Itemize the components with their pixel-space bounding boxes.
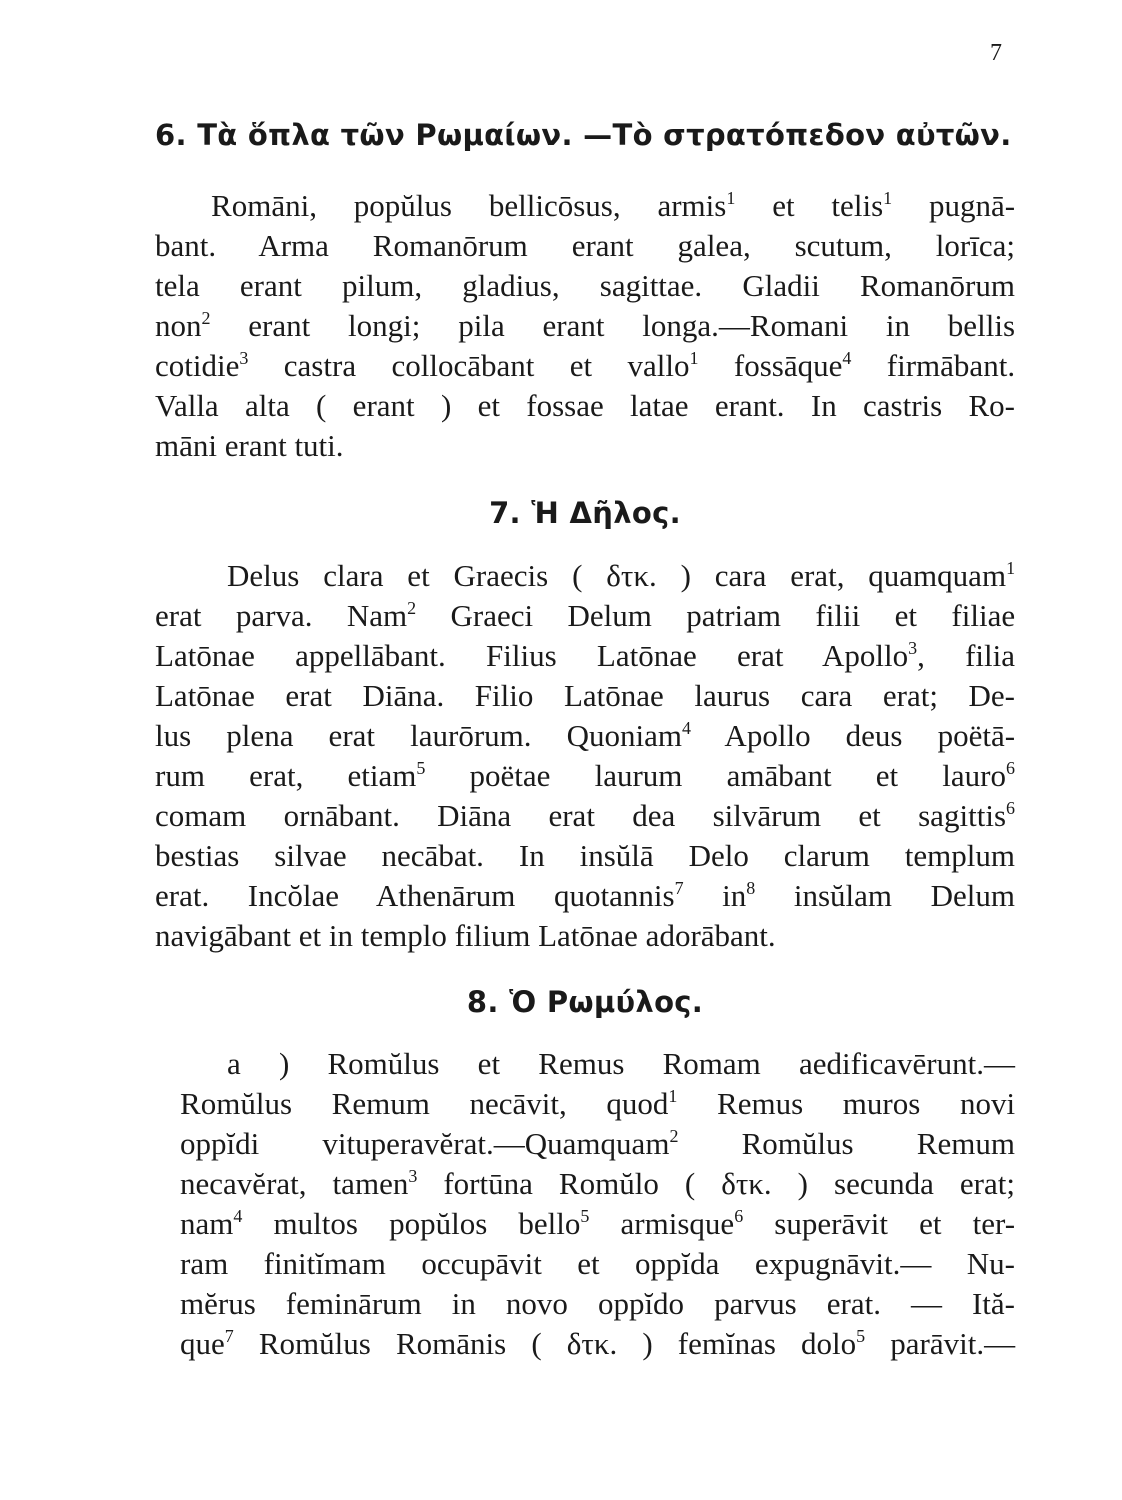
text-line: Romāni, popŭlus bellicōsus, armis$^1$ et telis$^1$ pugnā-	[211, 188, 1016, 223]
text-line: Valla alta ( erant ) et fossae latae erant. In castris Ro-	[155, 388, 1015, 423]
section-8-body	[155, 1044, 1015, 1364]
section-8	[155, 985, 1015, 1019]
section-6-body	[155, 186, 1015, 466]
text-line: erat. Incŏlae Athenārum quotannis$^7$ $in^8$ insŭlam Delum	[155, 878, 1015, 913]
page-number: 7	[990, 40, 1002, 66]
text-line: Delus clara et Graecis ( δτκ. ) cara erat, quamquam$^1$	[227, 558, 1016, 593]
text-line: erat parva. Nam$^2$ Graeci Delum patriam filii et filiae	[155, 598, 1016, 633]
text-line: a ) Romŭlus et Remus Romam aedificavērunt.—	[227, 1046, 1015, 1081]
section-7	[155, 496, 1015, 530]
text-line: comam ornābant. Diāna erat dea silvārum et sagittis$^6$	[155, 798, 1016, 833]
text-line: non$^2$ erant longi; pila erant longa.—Romani in bellis	[155, 308, 1016, 343]
text-line: Romŭlus Remum necāvit, quod$^1$ Remus muros novi	[180, 1086, 1016, 1121]
text-line: bestias silvae necābat. In insŭlā Delo clarum templum	[155, 838, 1015, 873]
text-line: lus plena erat laurōrum. Quoniam$^4$ Apollo deus poëtā-	[155, 718, 1016, 753]
text-line: nam$^4$ multos popŭlos bello$^5$ armisque$^6$ superāvit et ter-	[180, 1206, 1016, 1241]
text-line: Latōnae appellābant. Filius Latōnae erat Apollo$^3$, filia	[155, 638, 1016, 673]
text-line: tela erant pilum, gladius, sagittae. Gladii Romanōrum	[155, 268, 1015, 303]
text-line: rum erat, etiam$^5$ poëtae laurum amābant et lauro$^6$	[155, 758, 1015, 793]
text-line: navigābant et in templo filium Latōnae adorābant.	[155, 918, 776, 953]
text-line: bant. Arma Romanōrum erant galea, scutum, lorīca;	[155, 228, 1015, 263]
section-7-heading: 7. Ἡ Δῆλος.	[489, 496, 681, 530]
text-line: mĕrus feminārum in novo oppĭdo parvus erat. — Ită-	[180, 1286, 1015, 1321]
section-7-body	[155, 556, 1015, 956]
text-line: cotidie$^3$ castra collocābant et vallo$^1$ fossāque$^4$ firmābant.	[155, 348, 1016, 383]
text-line: māni erant tuti.	[155, 428, 344, 463]
text-line: Latōnae erat Diāna. Filio Latōnae laurus cara erat; De-	[155, 678, 1015, 713]
text-line: necavĕrat, tamen$^3$ fortūna Romŭlo ( δτκ. ) secunda erat;	[180, 1166, 1016, 1201]
section-6	[155, 118, 1015, 152]
text-line: oppĭdi vituperavĕrat.—Quamquam$^2$ Romŭlus Remum	[180, 1126, 1015, 1161]
text-line: ram finitĭmam occupāvit et oppĭda expugnāvit.— Nu-	[180, 1246, 1015, 1281]
section-6-heading: 6. Τὰ ὅπλα τῶν Ρωμαίων. —Τὸ στρατόπεδον αὐτῶν.	[155, 118, 1012, 152]
section-8-heading: 8. Ὁ Ρωμύλος.	[466, 985, 704, 1019]
text-line: que$^7$ Romŭlus Romānis ( δτκ. ) femĭnas dolo$^5$ parāvit.—	[180, 1326, 1016, 1361]
